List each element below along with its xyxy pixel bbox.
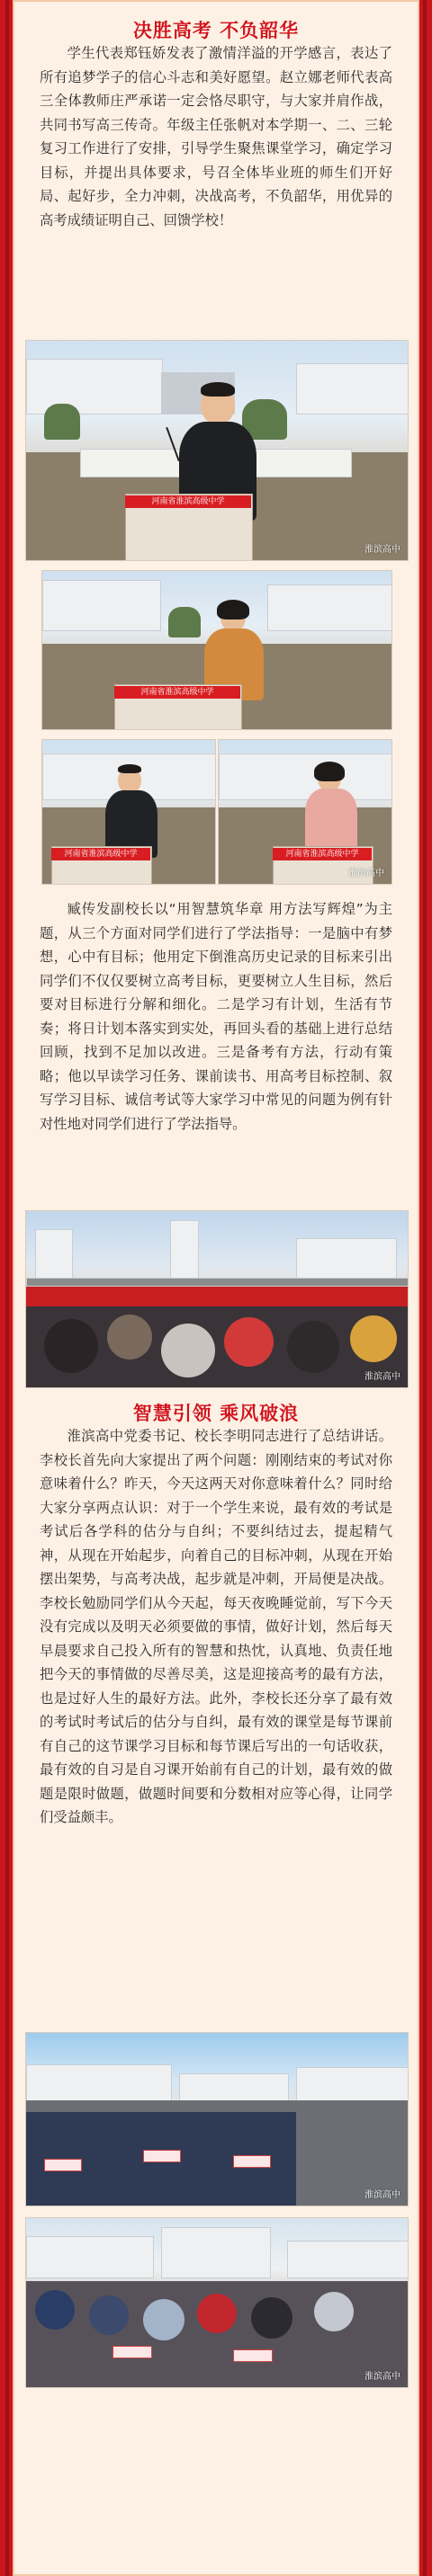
paragraph-2: 臧传发副校长以“用智慧筑华章 用方法写辉煌”为主题，从三个方面对同学们进行了学法指导：一是脑中有梦想，心中有目标；他用定下倒淮高历史记录的目标来引出同学们不仅仅要树立高考目标，更要树立人生目标，然后要对目标进行分解和细化。二是学习有计划，生活有节奏；将日计划本落实到实处，再回头看的基础上进行总结回顾，找到不足加以改进。三是备考有方法，行动有策略；他以早读学习任务、课前读书、用高考目标控制、叙写学习目标、诚信考试等大家学习中常见的问题为例有针对性地对同学们进行了学法指导。 bbox=[40, 901, 392, 1132]
podium-sign-3: 河南省淮滨高级中学 bbox=[51, 848, 150, 860]
photo-teacher-left bbox=[41, 739, 216, 885]
watermark-5: 淮滨高中 bbox=[364, 2372, 400, 2382]
photo-teacher-right bbox=[218, 739, 392, 885]
watermark-4: 淮滨高中 bbox=[364, 2190, 400, 2200]
section-heading-1: 决胜高考 不负韶华 bbox=[132, 20, 300, 41]
watermark: 淮滨高中 bbox=[364, 545, 400, 555]
photo-students-seated bbox=[25, 2032, 409, 2206]
podium-sign: 河南省淮滨高级中学 bbox=[125, 495, 251, 508]
podium-sign-2: 河南省淮滨高级中学 bbox=[114, 686, 240, 699]
photo-student-speaker bbox=[41, 570, 392, 730]
article-card bbox=[13, 0, 419, 2576]
left-border bbox=[5, 0, 9, 2576]
paragraph-1: 学生代表郑钰娇发表了激情洋溢的开学感言，表达了所有追梦学子的信心斗志和美好愿望。赵立娜老师代表高三全体教师庄严承诺一定会恪尽职守，与大家并肩作战，共同书写高三传奇。年级主任张帆对本学期一、二、三轮复习工作进行了安排，引导学生聚焦课堂学习，确定学习目标，并提出具体要求，号召全体毕业班的师生们开好局、起好步，全力冲刺，决战高考，不负韶华，用优异的高考成绩证明自己、回馈学校！ bbox=[40, 45, 392, 228]
watermark-3: 淮滨高中 bbox=[364, 1372, 400, 1382]
paragraph-3: 淮滨高中党委书记、校长李明同志进行了总结讲话。李校长首先向大家提出了两个问题：刚刚结束的考试对你意味着什么？昨天，今天这两天对你意味着什么？同时给大家分享两点认识：对于一个学生来说，最有效的考试是考试后各学科的估分与自纠；不要纠结过去，提起精气神，从现在开始起步，向着自己的目标冲刺，从现在开始摆出架势，与高考决战，起步就是冲刺，开局便是决战。李校长勉励同学们从今天起，每天夜晚睡觉前，写下今天没有完成以及明天必须要做的事情，做好计划，然后每天早晨要求自己投入所有的智慧和热忱，认真地、负责任地把今天的事情做的尽善尽美，这是迎接高考的最有方法，也是过好人生的最好方法。此外，李校长还分享了最有效的考试时考试后的估分与自纠，最有效的课堂是每节课前有自己的这节课学习目标和每节课后写出的一句话收获，最有效的自习是自习课开始前有自己的计划，最有效的做题是限时做题，做题时间要和分数相对应等心得，让同学们受益颇丰。 bbox=[40, 1428, 392, 1825]
photo-male-speaker bbox=[25, 340, 409, 561]
podium-sign-4: 河南省淮滨高级中学 bbox=[273, 848, 372, 860]
photo-students-closeup bbox=[25, 2217, 409, 2388]
watermark-2: 淮滨高中 bbox=[348, 869, 384, 878]
right-border bbox=[423, 0, 427, 2576]
photo-assembly bbox=[25, 1210, 409, 1388]
section-heading-2: 智慧引领 乘风破浪 bbox=[132, 1403, 300, 1424]
